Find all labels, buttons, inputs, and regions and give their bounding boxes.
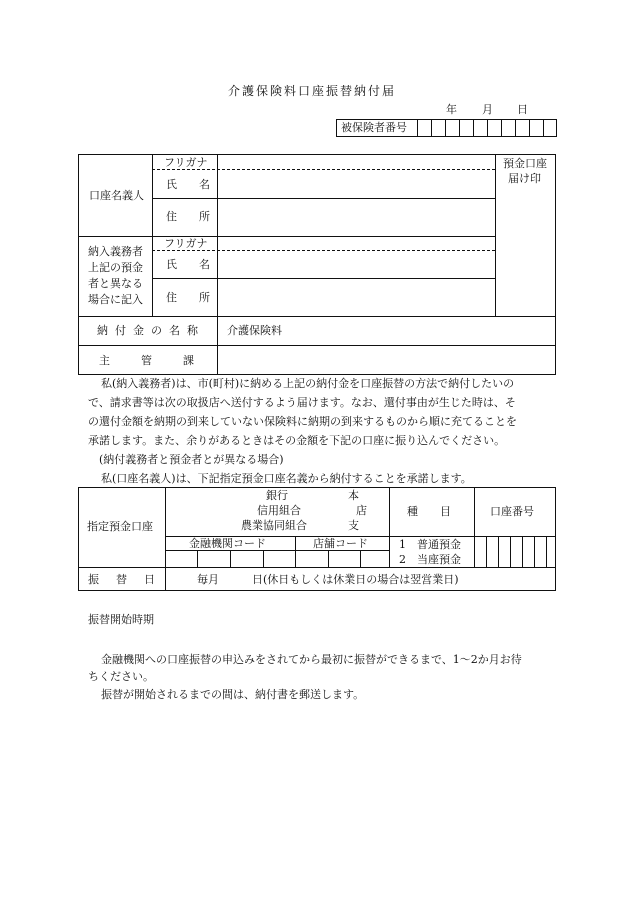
body-paragraph-5: (納付義務者と預金者とが異なる場合)	[99, 453, 284, 466]
payer-label-line-3: 者と異なる	[88, 277, 143, 290]
body-paragraph-6: 私(口座名義人)は、下記指定預金口座名義から納付することを承諾します。	[101, 472, 472, 485]
transfer-date-value: 毎月 日(休日もしくは休業日の場合は翌営業日)	[197, 573, 459, 586]
account-holder-furigana-label: フリガナ	[164, 156, 208, 169]
payment-name-label: 納付金の名称	[97, 324, 205, 337]
account-number-field[interactable]	[475, 537, 555, 566]
payer-address-field[interactable]	[219, 280, 493, 315]
account-holder-furigana-field[interactable]	[219, 156, 493, 168]
bank-line2-left: 信用組合	[257, 504, 301, 517]
date-month-label: 月	[482, 103, 493, 116]
type-option-ordinary[interactable]: 1 普通預金	[399, 538, 461, 551]
bank-line2-right: 店	[356, 504, 367, 517]
account-holder-address-label: 住 所	[166, 210, 210, 223]
fi-code-label: 金融機関コード	[189, 537, 266, 550]
start-paragraph-1: 金融機関への口座振替の申込みをされてから最初に振替ができるまで、1～2か月お待	[101, 653, 522, 666]
date-year-label: 年	[446, 103, 457, 116]
seal-label-line-2: 届け印	[508, 172, 541, 185]
department-label: 主 管 課	[99, 354, 204, 367]
payment-name-value: 介護保険料	[227, 324, 282, 337]
account-number-label: 口座番号	[490, 505, 534, 518]
bank-label: 指定預金口座	[87, 520, 153, 533]
account-holder-name-label: 氏 名	[166, 178, 210, 191]
type-option-checking[interactable]: 2 当座預金	[399, 553, 461, 566]
transfer-date-label: 振 替 日	[88, 573, 158, 586]
branch-code-label: 店舗コード	[313, 537, 368, 550]
body-paragraph-1: 私(納入義務者)は、市(町村)に納める上記の納付金を口座振替の方法で納付したいの	[101, 377, 515, 390]
start-paragraph-2: ちください。	[88, 670, 154, 683]
account-holder-name-field[interactable]	[219, 171, 493, 197]
payer-furigana-field[interactable]	[219, 237, 493, 249]
department-field[interactable]	[219, 347, 554, 373]
account-holder-address-field[interactable]	[219, 200, 493, 235]
body-paragraph-4: 承諾します。また、余りがあるときはその金額を下記の口座に振り込んでください。	[88, 434, 506, 447]
bank-line1-left: 銀行	[266, 489, 288, 502]
seal-label-line-1: 預金口座	[503, 157, 547, 170]
fi-code-field[interactable]	[166, 551, 294, 566]
start-paragraph-3: 振替が開始されるまでの間は、納付書を郵送します。	[101, 688, 365, 701]
payer-label-line-4: 場合に記入	[88, 293, 143, 306]
branch-code-field[interactable]	[296, 551, 388, 566]
bank-line3-right: 支	[348, 519, 359, 532]
payer-label-line-1: 納入義務者	[88, 245, 143, 258]
payer-name-field[interactable]	[219, 252, 493, 277]
body-paragraph-2: で、請求書等は次の取扱店へ送付するよう届けます。なお、還付事由が生じた時は、そ	[88, 396, 516, 409]
payer-furigana-label: フリガナ	[164, 237, 208, 250]
payer-address-label: 住 所	[166, 291, 210, 304]
body-paragraph-3: の還付金額を納期の到来していない保険料に納期の到来するものから順に充てることを	[88, 415, 517, 428]
form-title: 介護保険料口座振替納付届	[228, 84, 397, 98]
date-day-label: 日	[517, 103, 528, 116]
insured-number-label: 被保険者番号	[341, 121, 407, 134]
bank-line3-left: 農業協同組合	[241, 519, 307, 532]
payer-label-line-2: 上記の預金	[88, 261, 143, 274]
account-holder-label: 口座名義人	[89, 189, 144, 202]
start-heading: 振替開始時期	[88, 613, 154, 626]
account-type-label: 種 目	[407, 505, 451, 518]
bank-line1-right: 本	[348, 489, 359, 502]
payer-name-label: 氏 名	[166, 258, 210, 271]
